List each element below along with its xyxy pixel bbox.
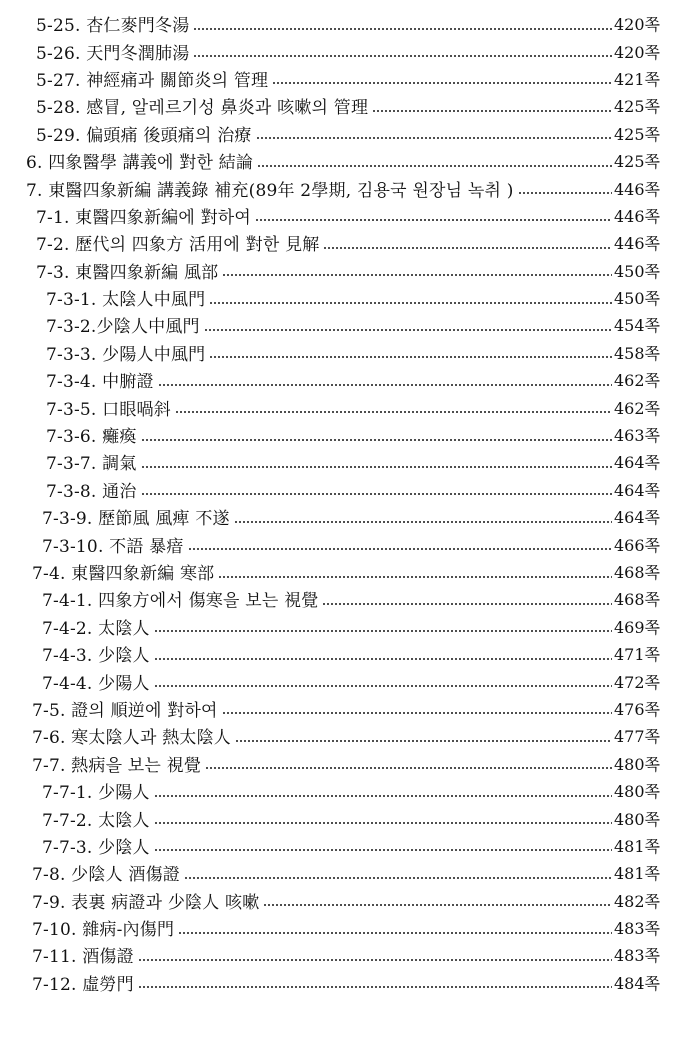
toc-entry-title: 5-27. 神經痛과 關節炎의 管理 [36,70,269,91]
toc-entry-page: 476쪽 [614,699,660,719]
toc-entry [0,92,700,119]
table-of-contents [0,10,700,996]
toc-entry-title: 6. 四象醫學 講義에 對한 結論 [26,153,254,174]
toc-entry [0,667,700,694]
dot-leader [272,82,612,84]
dot-leader [193,28,612,30]
toc-entry-page: 477쪽 [614,727,660,747]
toc-entry-page: 420쪽 [614,42,660,62]
toc-entry [0,722,700,749]
dot-leader [138,959,612,961]
toc-entry [0,695,700,722]
toc-entry-page: 450쪽 [614,261,660,281]
toc-entry [0,859,700,886]
toc-entry-title: 7-3-1. 太陰人中風門 [46,290,206,311]
dot-leader [234,521,612,523]
toc-entry [0,887,700,914]
toc-entry [0,202,700,229]
toc-entry-page: 454쪽 [614,316,660,336]
toc-entry-page: 458쪽 [614,343,660,363]
toc-entry-title: 7-3-6. 癱瘓 [46,427,137,448]
toc-entry [0,750,700,777]
dot-leader [257,165,612,167]
toc-entry-title: 7-4-2. 太陰人 [42,618,150,639]
toc-entry-title: 7-8. 少陰人 酒傷證 [32,865,180,886]
dot-leader [154,822,612,824]
toc-entry [0,640,700,667]
toc-entry [0,366,700,393]
dot-leader [154,685,612,687]
toc-entry [0,421,700,448]
toc-entry-page: 463쪽 [614,426,660,446]
toc-entry-title: 5-25. 杏仁麥門冬湯 [36,16,190,37]
dot-leader [256,137,612,139]
toc-entry-title: 7-3-10. 不語 暴瘖 [42,536,184,557]
toc-entry [0,613,700,640]
toc-entry-title: 7-4-3. 少陰人 [42,646,150,667]
toc-entry-title: 7. 東醫四象新編 講義錄 補充(89年 2學期, 김용국 원장님 녹취 ) [26,180,514,201]
toc-entry-title: 7-7-1. 少陽人 [42,783,150,804]
toc-entry-title: 7-11. 酒傷證 [32,947,134,968]
toc-entry-page: 481쪽 [614,864,660,884]
toc-entry [0,941,700,968]
dot-leader [141,466,612,468]
toc-entry-page: 446쪽 [614,234,660,254]
dot-leader [154,849,612,851]
dot-leader [141,439,612,441]
toc-entry [0,120,700,147]
toc-entry-page: 484쪽 [614,973,660,993]
toc-entry [0,914,700,941]
toc-entry-page: 425쪽 [614,152,660,172]
toc-entry-page: 450쪽 [614,289,660,309]
dot-leader [141,493,612,495]
toc-entry-title: 7-3-4. 中腑證 [46,372,154,393]
toc-entry [0,777,700,804]
toc-entry-title: 7-3-3. 少陽人中風門 [46,344,206,365]
toc-entry-page: 462쪽 [614,371,660,391]
toc-entry-page: 469쪽 [614,617,660,637]
toc-entry [0,37,700,64]
dot-leader [154,795,612,797]
toc-entry-page: 468쪽 [614,563,660,582]
toc-entry-title: 5-28. 感冒, 알레르기성 鼻炎과 咳嗽의 管理 [36,98,369,119]
toc-entry-page: 425쪽 [614,97,660,117]
dot-leader [184,877,612,879]
toc-entry-page: 464쪽 [614,480,660,500]
toc-entry-page: 420쪽 [614,15,660,35]
dot-leader [222,712,612,714]
toc-entry-title: 7-4-4. 少陽人 [42,673,150,694]
dot-leader [158,384,612,386]
toc-entry-page: 425쪽 [614,124,660,144]
toc-entry [0,804,700,831]
dot-leader [205,767,612,769]
toc-entry [0,969,700,996]
toc-entry [0,448,700,475]
dot-leader [323,247,612,249]
dot-leader [263,904,612,906]
dot-leader [175,411,612,413]
toc-entry [0,311,700,338]
toc-entry [0,832,700,859]
dot-leader [154,630,612,632]
toc-entry-page: 480쪽 [614,782,660,802]
toc-entry [0,476,700,503]
toc-entry-page: 480쪽 [614,809,660,829]
toc-entry-title: 7-3-5. 口眼喎斜 [46,399,171,420]
toc-entry-page: 468쪽 [614,590,660,610]
toc-entry [0,393,700,420]
toc-entry [0,558,700,585]
toc-entry-page: 482쪽 [614,891,660,911]
toc-entry-title: 7-3-2.少陰人中風門 [46,317,200,338]
toc-entry-title: 7-3-7. 調氣 [46,454,137,475]
toc-entry-title: 7-7. 熱病을 보는 視覺 [32,755,202,776]
dot-leader [138,986,612,988]
dot-leader [154,658,612,660]
toc-entry-page: 483쪽 [614,946,660,966]
toc-entry [0,284,700,311]
toc-entry-page: 464쪽 [614,453,660,473]
toc-entry [0,10,700,37]
toc-entry [0,147,700,174]
dot-leader [235,740,612,742]
dot-leader [372,110,612,112]
toc-entry [0,65,700,92]
toc-entry [0,585,700,612]
toc-entry-page: 480쪽 [614,754,660,774]
toc-entry-page: 481쪽 [614,836,660,856]
toc-entry [0,229,700,256]
dot-leader [518,192,612,194]
toc-entry-title: 7-12. 虛勞門 [32,974,134,995]
toc-entry-page: 471쪽 [614,645,660,665]
toc-entry-title: 7-2. 歷代의 四象方 活用에 對한 見解 [36,235,320,256]
toc-entry-title: 7-5. 證의 順逆에 對하여 [32,700,218,721]
toc-entry-page: 446쪽 [614,179,660,199]
toc-entry-title: 7-4. 東醫四象新編 寒部 [32,564,215,584]
toc-entry-title: 7-7-3. 少陰人 [42,837,150,858]
toc-entry-title: 7-6. 寒太陰人과 熱太陰人 [32,728,232,749]
dot-leader [178,932,612,934]
toc-entry [0,503,700,530]
toc-entry-page: 483쪽 [614,919,660,939]
toc-entry-page: 464쪽 [614,508,660,528]
toc-entry-page: 472쪽 [614,672,660,692]
toc-entry-title: 7-3-9. 歷節風 風痺 不遂 [42,509,230,530]
toc-entry-title: 5-26. 天門冬潤肺湯 [36,43,190,64]
toc-entry [0,257,700,284]
dot-leader [193,55,612,57]
toc-entry-title: 7-7-2. 太陰人 [42,810,150,831]
toc-entry-title: 7-10. 雜病-內傷門 [32,920,175,941]
dot-leader [255,219,612,221]
toc-entry-title: 7-9. 表裏 病證과 少陰人 咳嗽 [32,892,260,913]
dot-leader [209,302,612,304]
dot-leader [188,548,612,550]
toc-entry-title: 7-3. 東醫四象新編 風部 [36,262,219,283]
dot-leader [218,576,612,578]
toc-entry-page: 466쪽 [614,535,660,555]
toc-entry [0,339,700,366]
toc-entry-title: 7-1. 東醫四象新編에 對하여 [36,207,252,228]
toc-entry [0,530,700,557]
toc-entry-title: 5-29. 偏頭痛 後頭痛의 治療 [36,125,252,146]
toc-entry [0,174,700,201]
toc-entry-page: 421쪽 [614,69,660,89]
dot-leader [209,356,612,358]
dot-leader [322,603,612,605]
dot-leader [222,274,612,276]
dot-leader [204,329,612,331]
toc-entry-page: 446쪽 [614,206,660,226]
toc-entry-title: 7-4-1. 四象方에서 傷寒을 보는 視覺 [42,591,319,612]
toc-entry-title: 7-3-8. 通治 [46,481,137,502]
toc-entry-page: 462쪽 [614,398,660,418]
